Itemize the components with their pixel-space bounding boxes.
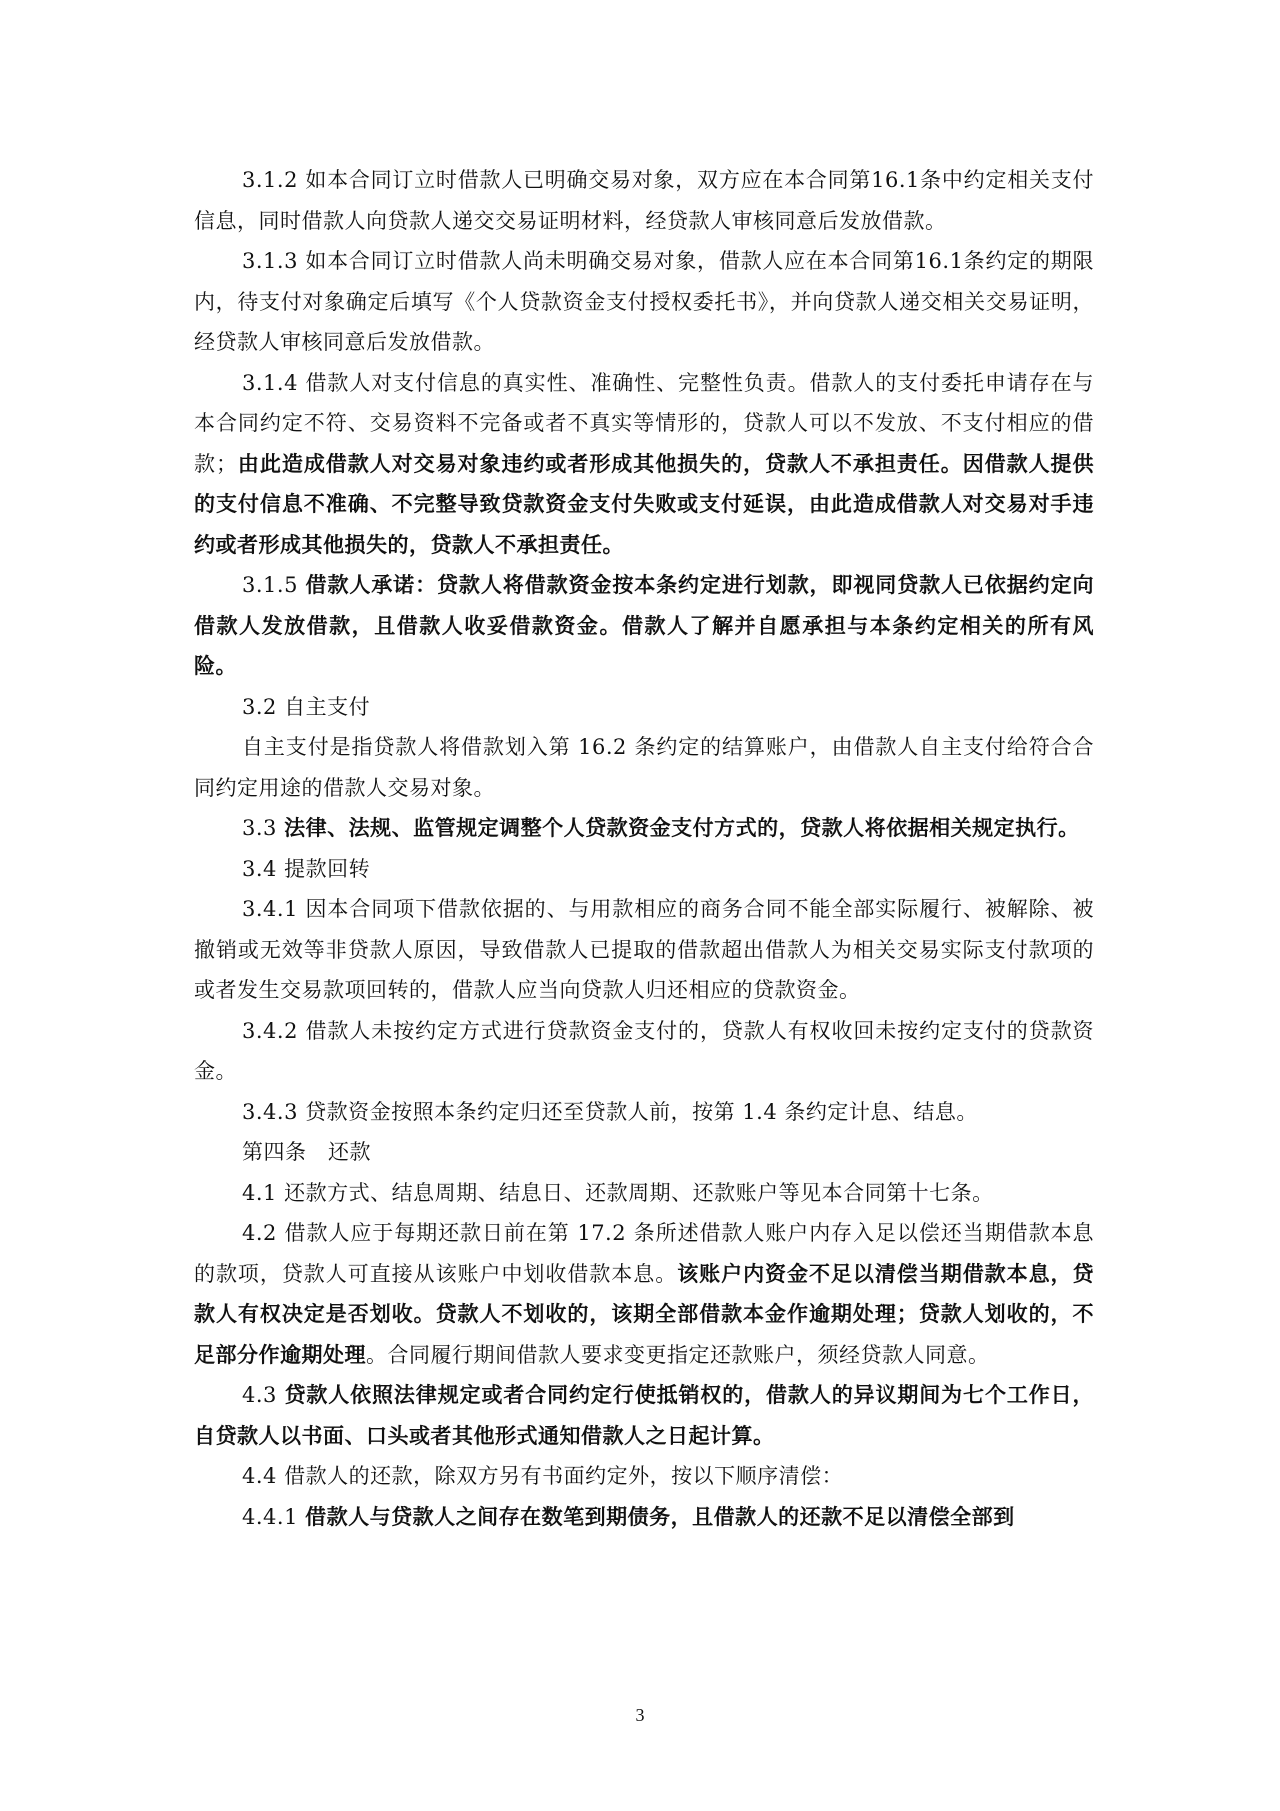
- paragraph-4-2: [194, 1213, 1094, 1375]
- paragraph-4-3: [194, 1375, 1094, 1456]
- paragraph-3-4-3: [194, 1092, 1094, 1133]
- text-run: 4.3: [242, 1383, 285, 1407]
- text-run: 自主支付是指贷款人将借款划入第 16.2 条约定的结算账户，由借款人自主支付给符合合同约定用途的借款人交易对象。: [194, 735, 1094, 800]
- page-number: 3: [635, 1705, 645, 1725]
- text-run: 3.1.2 如本合同订立时借款人已明确交易对象，双方应在本合同第16.1条中约定相关支付信息，同时借款人向贷款人递交交易证明材料，经贷款人审核同意后发放借款。: [194, 168, 1094, 233]
- text-run: 3.3: [242, 816, 285, 840]
- paragraph-self-payment: [194, 727, 1094, 808]
- text-run: 4.4 借款人的还款，除双方另有书面约定外，按以下顺序清偿：: [242, 1464, 844, 1488]
- paragraph-3-4-2: [194, 1011, 1094, 1092]
- bold-text-run: 贷款人依照法律规定或者合同约定行使抵销权的，借款人的异议期间为七个工作日，自贷款人以书面、口头或者其他形式通知借款人之日起计算。: [194, 1382, 1094, 1448]
- text-run: 4.4.1: [242, 1504, 306, 1529]
- heading-3-4: [194, 849, 1094, 890]
- paragraph-4-4-1: [194, 1497, 1094, 1538]
- paragraph-3-1-2: [194, 160, 1094, 241]
- text-run: 3.1.5: [242, 573, 306, 597]
- bold-text-run: 由此造成借款人对交易对象违约或者形成其他损失的，贷款人不承担责任。因借款人提供的支付信息不准确、不完整导致贷款资金支付失败或支付延误，由此造成借款人对交易对手违约或者形成其他损失的，贷款人不承担责任。: [194, 450, 1095, 557]
- article-4-heading: [194, 1132, 1094, 1173]
- text-run: 。合同履行期间借款人要求变更指定还款账户，须经贷款人同意。: [366, 1342, 990, 1367]
- text-run: 3.4.1 因本合同项下借款依据的、与用款相应的商务合同不能全部实际履行、被解除、被撤销或无效等非贷款人原因，导致借款人已提取的借款超出借款人为相关交易实际支付款项的或者发生交易款项回转的，借款人应当向贷款人归还相应的贷款资金。: [194, 897, 1094, 1002]
- text-run: 3.2 自主支付: [242, 694, 371, 719]
- text-run: 4.2 借款人应于每期还款日前在第 17.2 条所述借款人账户内存入足以偿还当期借款本息的款项，贷款人可直接从该账户中划收借款本息。: [194, 1221, 1094, 1286]
- paragraph-3-3: [194, 808, 1094, 849]
- document-body: [194, 160, 1094, 1537]
- paragraph-4-1: [194, 1173, 1094, 1214]
- paragraph-4-4: [194, 1456, 1094, 1497]
- text-run: 3.4 提款回转: [242, 856, 371, 881]
- paragraph-3-1-4: [194, 363, 1094, 566]
- paragraph-3-4-1: [194, 889, 1094, 1011]
- bold-text-run: 借款人与贷款人之间存在数笔到期债务，且借款人的还款不足以清偿全部到: [305, 1503, 1015, 1529]
- heading-3-2: [194, 687, 1094, 728]
- text-run: 4.1 还款方式、结息周期、结息日、还款周期、还款账户等见本合同第十七条。: [242, 1180, 994, 1205]
- bold-text-run: 该账户内资金不足以清偿当期借款本息，贷款人有权决定是否划收。贷款人不划收的，该期全部借款本金作逾期处理；贷款人划收的，不足部分作逾期处理: [194, 1260, 1095, 1367]
- text-run: 3.1.3 如本合同订立时借款人尚未明确交易对象，借款人应在本合同第16.1条约定的期限内，待支付对象确定后填写《个人贷款资金支付授权委托书》，并向贷款人递交相关交易证明，经贷款人审核同意后发放借款。: [194, 249, 1094, 354]
- text-run: 3.4.3 贷款资金按照本条约定归还至贷款人前，按第 1.4 条约定计息、结息。: [242, 1099, 978, 1124]
- text-run: 第四条 还款: [242, 1140, 371, 1164]
- text-run: 3.4.2 借款人未按约定方式进行贷款资金支付的，贷款人有权收回未按约定支付的贷款资金。: [194, 1018, 1094, 1083]
- bold-text-run: 法律、法规、监管规定调整个人贷款资金支付方式的，贷款人将依据相关规定执行。: [284, 815, 1080, 840]
- paragraph-3-1-3: [194, 241, 1094, 363]
- paragraph-3-1-5: [194, 565, 1094, 687]
- bold-text-run: 借款人承诺：贷款人将借款资金按本条约定进行划款，即视同贷款人已依据约定向借款人发放借款，且借款人收妥借款资金。借款人了解并自愿承担与本条约定相关的所有风险。: [194, 572, 1095, 678]
- text-run: 3.1.4 借款人对支付信息的真实性、准确性、完整性负责。借款人的支付委托申请存在与本合同约定不符、交易资料不完备或者不真实等情形的，贷款人可以不发放、不支付相应的借款；: [194, 370, 1094, 476]
